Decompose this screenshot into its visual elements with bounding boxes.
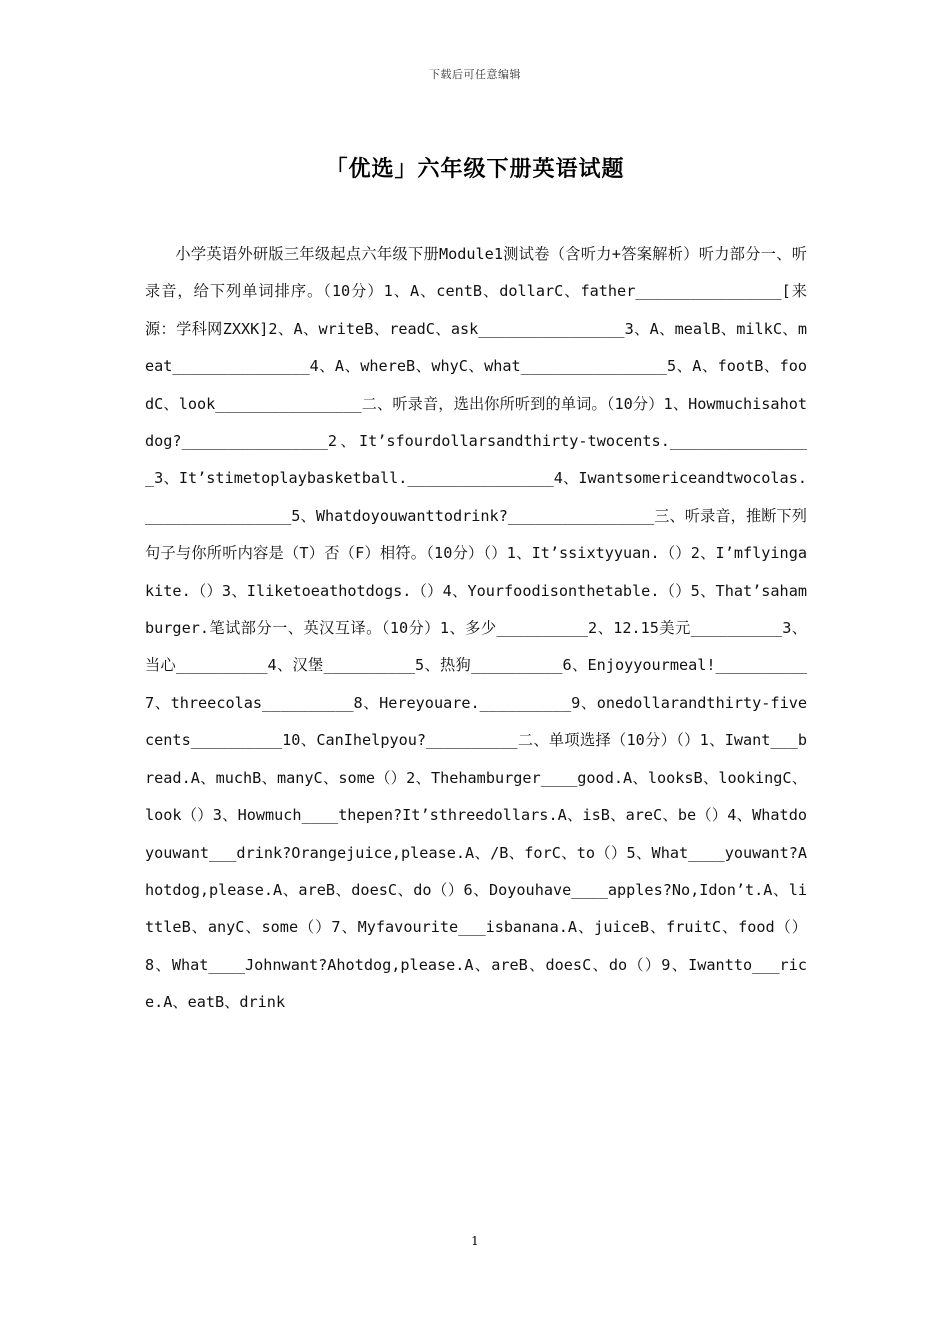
page-header: 下载后可任意编辑 [429, 68, 521, 81]
document-body: 小学英语外研版三年级起点六年级下册Module1测试卷（含听力+答案解析）听力部分一、听录音，给下列单词排序。（10分）1、A、centB、dollarC、father________________[来源：学科网ZXXK]2、A、writeB、readC、ask________________3、A、mealB、milkC、meat_______________4、A、whereB、whyC、what________________5、A、footB、foodC、look________________二、听录音，选出你所听到的单词。（10分）1、Howmuchisahotdog?________________2、It’sfourdollarsandthirty-twocents.________________3、It’stimetoplaybasketball.________________4、Iwantsomericeandtwocolas.________________5、Whatdoyouwanttodrink?________________三、听录音，推断下列句子与你所听内容是（T）否（F）相符。（10分）（）1、It’ssixtyyuan.（）2、I’mflyingakite.（）3、Iliketoeathotdogs.（）4、Yourfoodisonthetable.（）5、That’sahamburger.笔试部分一、英汉互译。（10分）1、多少__________2、12.15美元__________3、当心__________4、汉堡__________5、热狗__________6、Enjoyyourmeal!__________7、threecolas__________8、Hereyouare.__________9、onedollarandthirty-fivecents__________10、CanIhelpyou?__________二、单项选择（10分）（）1、Iwant___bread.A、muchB、manyC、some（）2、Thehamburger____good.A、looksB、lookingC、look（）3、Howmuch____thepen?It’sthreedollars.A、isB、areC、be（）4、Whatdoyouwant___drink?Orangejuice,please.A、/B、forC、to（）5、What____youwant?Ahotdog,please.A、areB、doesC、do（）6、Doyouhave____apples?No,Idon’t.A、littleB、anyC、some（）7、Myfavourite___isbanana.A、juiceB、fruitC、food（）8、What____Johnwant?Ahotdog,please.A、areB、doesC、do（）9、Iwantto___rice.A、eatB、drink [145, 245, 807, 1012]
document-title: 「优选」六年级下册英语试题 [325, 157, 625, 182]
page-number: 1 [471, 1234, 479, 1248]
